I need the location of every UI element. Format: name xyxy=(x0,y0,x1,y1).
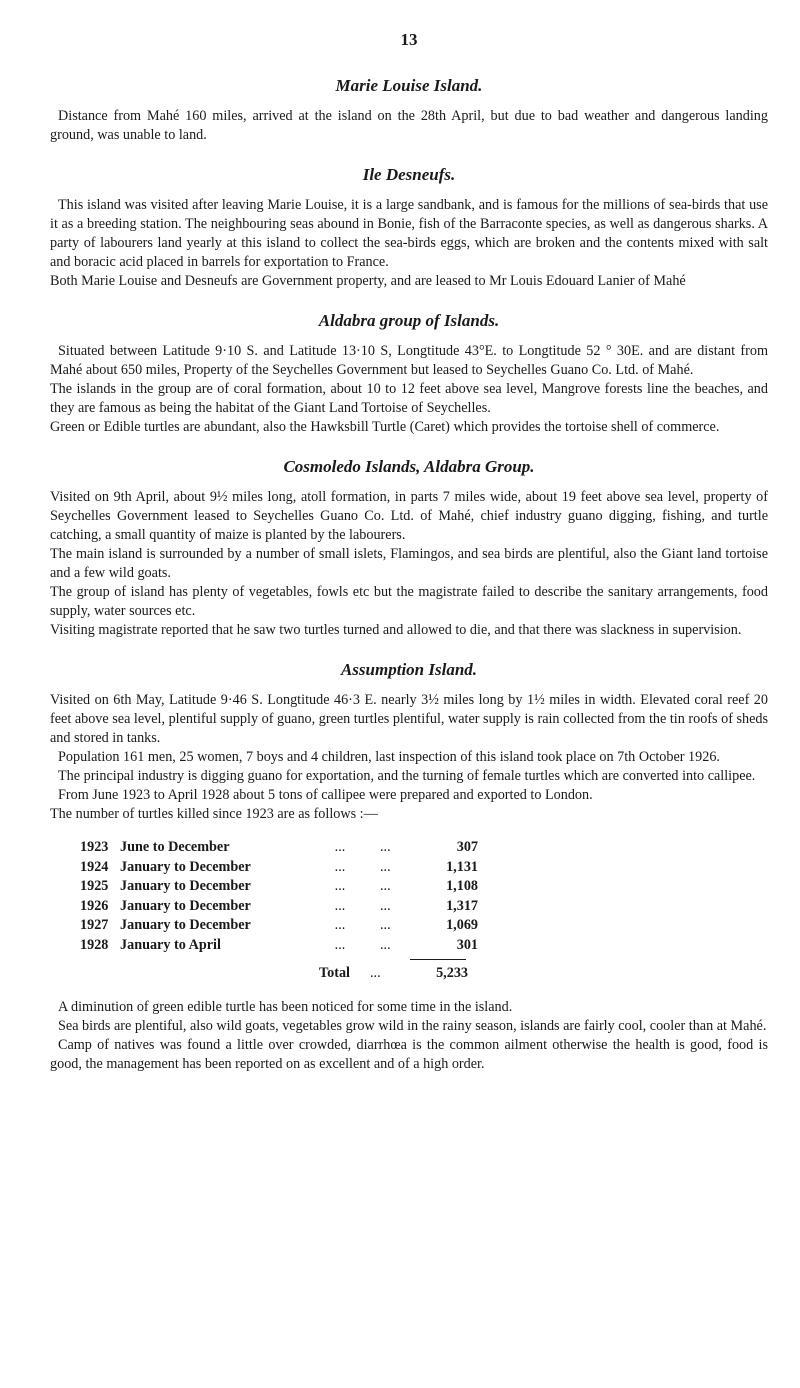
paragraph: Sea birds are plentiful, also wild goats, vegetables grow wild in the rainy season, islands are fairly cool, cooler than at Mahé. xyxy=(58,1017,767,1034)
count-cell: 1,131 xyxy=(446,858,478,875)
section-heading: Cosmoledo Islands, Aldabra Group. xyxy=(283,457,535,476)
count-cell: 1,108 xyxy=(446,878,478,894)
leader-dots: ... xyxy=(380,936,391,953)
paragraph: The principal industry is digging guano for exportation, and the turning of female turtles which are converted into callipee. xyxy=(58,768,756,784)
leader-dots: ... xyxy=(380,897,391,914)
year-cell: 1924 xyxy=(80,858,109,875)
period-cell: January to December xyxy=(120,917,251,933)
paragraph: The islands in the group are of coral formation, about 10 to 12 feet above sea level, Mangrove forests line the beaches, and they are famous as being the habitat of the Giant Land Tortoise of Seychelles. xyxy=(50,381,768,416)
table-row xyxy=(80,858,680,878)
turtle-table xyxy=(80,838,680,984)
leader-dots: ... xyxy=(380,878,391,894)
paragraph: A diminution of green edible turtle has been noticed for some time in the island. xyxy=(58,998,513,1015)
paragraph: The main island is surrounded by a number of small islets, Flamingos, and sea birds are plentiful, also the Giant land tortoise and a few wild goats. xyxy=(50,546,768,581)
paragraph: Visiting magistrate reported that he saw two turtles turned and allowed to die, and that there was slackness in supervision. xyxy=(50,622,742,638)
section-heading: Aldabra group of Islands. xyxy=(318,311,500,330)
paragraph: Camp of natives was found a little over crowded, diarrhœa is the common ailment otherwise the health is good, food is good, the management has been reported on as excellent and of a high order. xyxy=(50,1036,768,1072)
table-row xyxy=(80,916,680,936)
count-cell: 307 xyxy=(456,839,478,855)
paragraph: Both Marie Louise and Desneufs are Government property, and are leased to Mr Louis Edouard Lanier of Mahé xyxy=(50,273,686,289)
year-cell: 1923 xyxy=(80,839,109,855)
period-cell: January to December xyxy=(120,897,251,914)
paragraph: Situated between Latitude 9·10 S. and Latitude 13·10 S, Longtitude 43°E. to Longtitude 52 ° 30E. and are distant from Mahé about 650 miles, Property of the Seychelles Government but leased to Seychelles Guano Co. Ltd. of Mahé. xyxy=(50,343,768,378)
leader-dots: ... xyxy=(380,917,391,933)
document-page xyxy=(50,30,768,1094)
year-cell: 1925 xyxy=(80,878,109,894)
page-number: 13 xyxy=(400,30,418,49)
total-row xyxy=(80,964,680,984)
leader-dots: ... xyxy=(380,858,391,875)
leader-dots: ... xyxy=(370,965,381,981)
period-cell: June to December xyxy=(120,839,230,855)
total-label: Total xyxy=(318,965,350,981)
paragraph: Distance from Mahé 160 miles, arrived at the island on the 28th April, but due to bad weather and dangerous landing ground, was unable to land. xyxy=(50,108,768,143)
leader-dots: ... xyxy=(334,917,346,933)
section-aldabra xyxy=(50,311,768,437)
count-cell: 1,069 xyxy=(446,917,478,933)
paragraph: The group of island has plenty of vegetables, fowls etc but the magistrate failed to describe the sanitary arrangements, food supply, water sources etc. xyxy=(50,584,768,619)
paragraph: Population 161 men, 25 women, 7 boys and 4 children, last inspection of this island took place on 7th October 1926. xyxy=(58,749,720,765)
leader-dots: ... xyxy=(334,936,346,953)
paragraph: From June 1923 to April 1928 about 5 tons of callipee were prepared and exported to London. xyxy=(58,787,593,803)
leader-dots: ... xyxy=(380,839,391,855)
leader-dots: ... xyxy=(334,878,346,894)
section-marie-louise xyxy=(50,76,768,145)
leader-dots: ... xyxy=(334,839,346,855)
paragraph: This island was visited after leaving Marie Louise, it is a large sandbank, and is famous for the millions of sea-birds that use it as a breeding station. The neighbouring seas abound in Bonie, fish of the Barraconte species, as well as dangerous sharks. A party of labourers land yearly at this island to collect the sea-birds eggs, which are broken and the contents mixed with salt and boracic acid placed in barrels for exportation to France. xyxy=(50,197,768,270)
period-cell: January to December xyxy=(120,878,251,894)
paragraph: Green or Edible turtles are abundant, also the Hawksbill Turtle (Caret) which provides the tortoise shell of commerce. xyxy=(50,419,720,435)
year-cell: 1926 xyxy=(80,897,109,914)
table-row xyxy=(80,936,680,956)
section-heading: Ile Desneufs. xyxy=(362,165,456,184)
table-row xyxy=(80,838,680,858)
total-rule xyxy=(410,959,466,960)
section-ile-desneufs xyxy=(50,165,768,291)
total-value: 5,233 xyxy=(436,965,468,981)
period-cell: January to April xyxy=(120,936,221,953)
section-cosmoledo xyxy=(50,457,768,640)
period-cell: January to December xyxy=(120,858,251,875)
paragraph: Visited on 6th May, Latitude 9·46 S. Longtitude 46·3 E. nearly 3½ miles long by 1½ miles in width. Elevated coral reef 20 feet above sea level, plentiful supply of guano, green turtles plentiful, water supply is rain collected from the tin roofs of sheds and stored in tanks. xyxy=(50,692,768,746)
leader-dots: ... xyxy=(334,858,346,875)
section-assumption xyxy=(50,660,768,1074)
paragraph: The number of turtles killed since 1923 are as follows :— xyxy=(50,806,378,822)
year-cell: 1927 xyxy=(80,917,109,933)
leader-dots: ... xyxy=(334,897,346,914)
table-row xyxy=(80,877,680,897)
count-cell: 1,317 xyxy=(446,897,478,914)
section-heading: Assumption Island. xyxy=(340,660,478,679)
section-heading: Marie Louise Island. xyxy=(335,76,483,95)
paragraph: Visited on 9th April, about 9½ miles long, atoll formation, in parts 7 miles wide, about 19 feet above sea level, property of Seychelles Government leased to Seychelles Guano Co. Ltd. of Mahé, chief industry guano digging, fishing, and turtle catching, a small quantity of maize is planted by the labourers. xyxy=(50,489,768,543)
year-cell: 1928 xyxy=(80,936,109,953)
table-row xyxy=(80,897,680,917)
count-cell: 301 xyxy=(456,936,478,953)
